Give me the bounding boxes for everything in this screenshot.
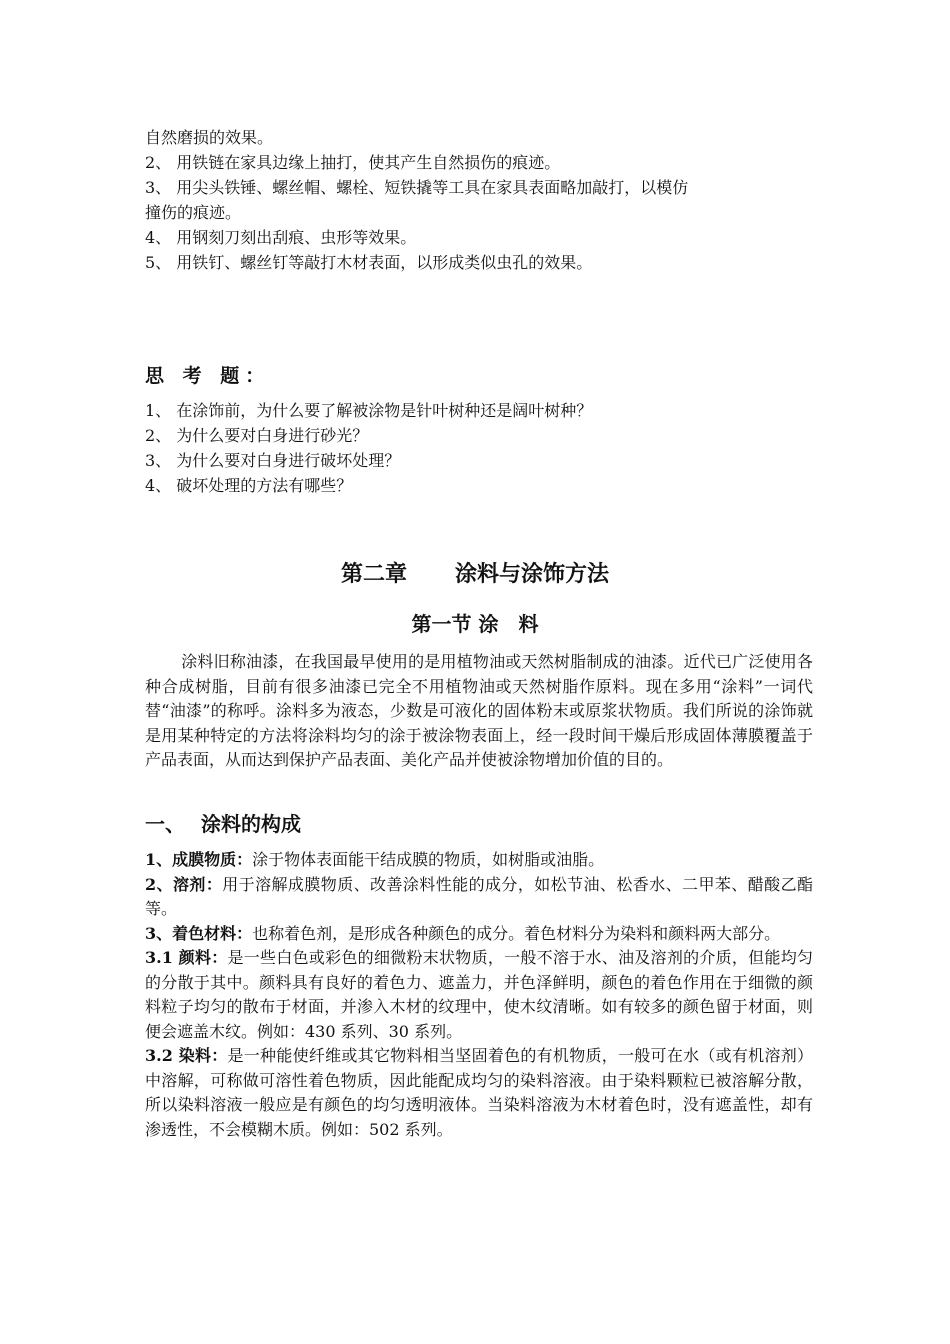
list-item: 4、 用钢刻刀刻出刮痕、虫形等效果。 [145, 228, 417, 247]
item-text: 是一种能使纤维或其它物料相当坚固着色的有机物质，一般可在水（或有机溶剂）中溶解，可称做可溶性着色物质，因此能配成均匀的染料溶液。由于染料颗粒已被溶解分散，所以染料溶液一般应是有颜色的均匀透明液体。当染料溶液为木材着色时，没有遮盖性，却有渗透性，不会模糊木质。例如：502 系列。 [145, 1046, 813, 1139]
item-label: 3、着色材料： [145, 923, 253, 943]
item-label: 3.1 颜料： [145, 948, 228, 967]
composition-item [145, 946, 813, 1044]
list-item: 2、 用铁链在家具边缘上抽打，使其产生自然损伤的痕迹。 [145, 153, 561, 172]
list-continuation: 自然磨损的效果。 [145, 128, 274, 147]
composition-item [145, 848, 813, 873]
question-item: 1、 在涂饰前，为什么要了解被涂物是针叶树种还是阔叶树种？ [145, 401, 593, 420]
composition-title: 涂料的构成 [201, 812, 301, 836]
item-text: 用于溶解成膜物质、改善涂料性能的成分，如松节油、松香水、二甲苯、醋酸乙酯等。 [145, 874, 813, 918]
item-label: 3.2 染料： [145, 1046, 228, 1065]
questions-list [145, 398, 813, 498]
composition-item [145, 922, 813, 947]
chapter-title [0, 560, 950, 590]
questions-heading: 思 考 题： [145, 365, 271, 387]
composition-heading [145, 810, 301, 838]
intro-text: 涂料旧称油漆，在我国最早使用的是用植物油或天然树脂制成的油漆。近代已广泛使用各种合成树脂，目前有很多油漆已完全不用植物油或天然树脂作原料。现在多用“涂料”一词代替“油漆”的称呼。涂料多为液态，少数是可液化的固体粉末或原浆状物质。我们所说的涂饰就是用某种特定的方法将涂料均匀的涂于被涂物表面上，经一段时间干燥后形成固体薄膜覆盖于产品表面，从而达到保护产品表面、美化产品并使被涂物增加价值的目的。 [145, 652, 813, 769]
question-item: 2、 为什么要对白身进行砂光？ [145, 426, 369, 445]
list-item: 3、 用尖头铁锤、螺丝帽、螺栓、短铁撬等工具在家具表面略加敲打，以模仿 [145, 178, 689, 197]
chapter-number: 第二章 [340, 562, 407, 587]
section-title: 第一节 涂 料 [411, 612, 539, 636]
item-text: 涂于物体表面能干结成膜的物质，如树脂或油脂。 [252, 850, 605, 869]
item-text: 是一些白色或彩色的细微粉末状物质，一般不溶于水、油及溶剂的介质，但能均匀的分散于其中。颜料具有良好的着色力、遮盖力，并色泽鲜明，颜色的着色作用在于细微的颜料粒子均匀的散布于材面，并渗入木材的纹理中，使木纹清晰。如有较多的颜色留于材面，则便会遮盖木纹。例如：430 系列、30 系列。 [145, 948, 813, 1041]
item-label: 2、溶剂： [145, 874, 223, 894]
item-label: 1、成膜物质： [145, 850, 253, 869]
composition-item [145, 1044, 813, 1142]
question-item: 3、 为什么要对白身进行破坏处理？ [145, 451, 401, 470]
list-item: 5、 用铁钉、螺丝钉等敲打木材表面，以形成类似虫孔的效果。 [145, 253, 593, 272]
item-text: 也称着色剂，是形成各种颜色的成分。着色材料分为染料和颜料两大部分。 [252, 923, 781, 943]
list-item: 撞伤的痕迹。 [145, 203, 242, 222]
top-list [145, 125, 813, 275]
chapter-name: 涂料与涂饰方法 [455, 562, 610, 587]
composition-list [145, 848, 813, 1142]
composition-item [145, 873, 813, 922]
composition-number: 一、 [145, 812, 185, 836]
intro-paragraph [145, 650, 813, 773]
question-item: 4、 破坏处理的方法有哪些？ [145, 476, 353, 495]
